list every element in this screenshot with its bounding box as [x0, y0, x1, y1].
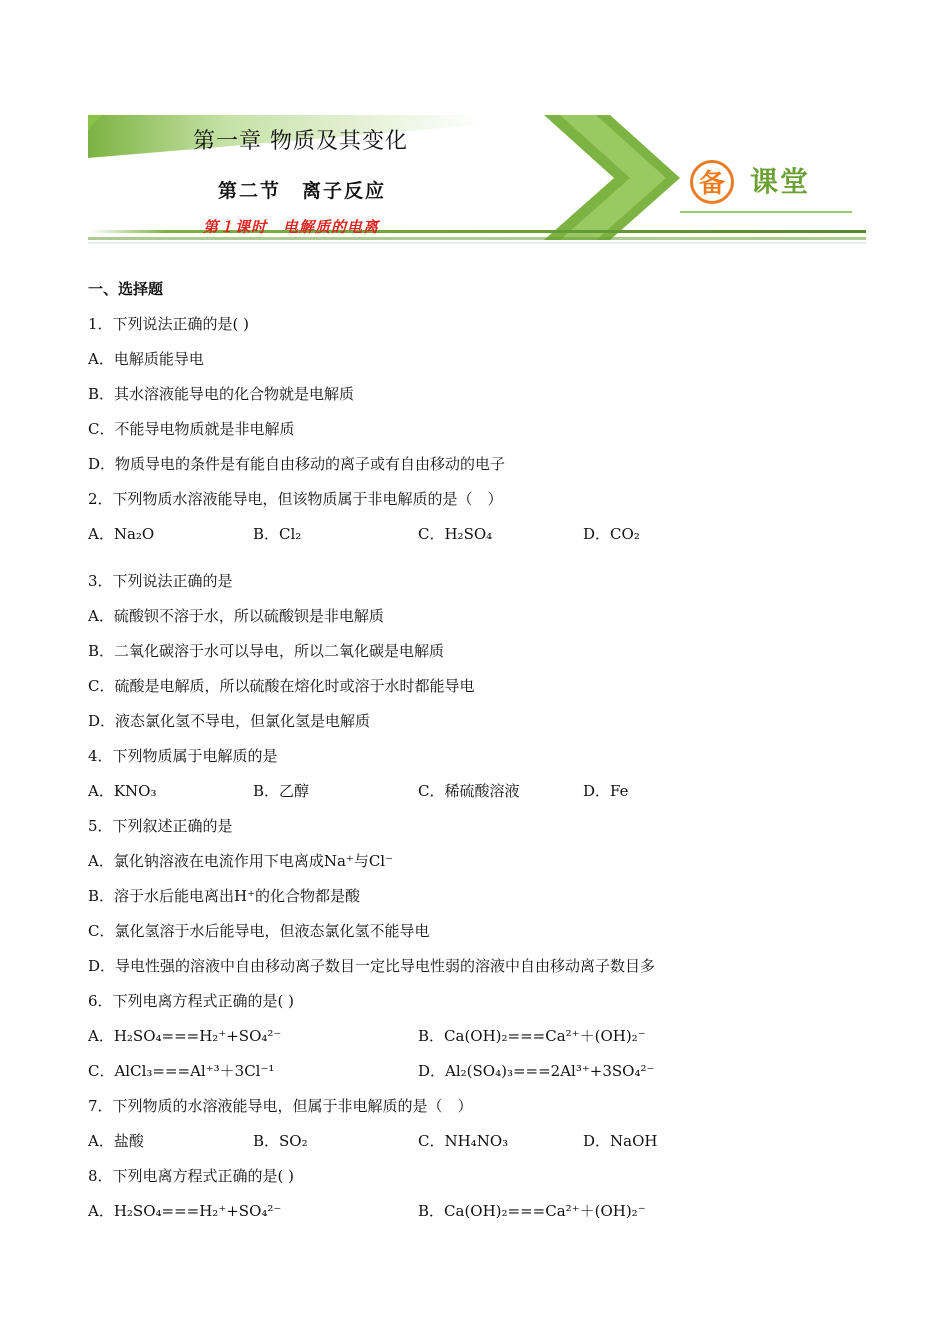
section-title: 第二节 离子反应: [218, 180, 387, 202]
option: A．氯化钠溶液在电流作用下电离成Na⁺与Cl⁻: [88, 852, 394, 870]
option: D．Fe: [583, 782, 629, 800]
option: D．CO₂: [583, 525, 640, 543]
option: D．物质导电的条件是有能自由移动的离子或有自由移动的电子: [88, 455, 506, 473]
question-stem: 2．下列物质水溶液能导电，但该物质属于非电解质的是（ ）: [88, 490, 503, 508]
option: A．电解质能导电: [88, 350, 204, 368]
options-row: [88, 1054, 878, 1089]
question-stem: 3．下列说法正确的是: [88, 572, 233, 590]
option: A．硫酸钡不溶于水，所以硫酸钡是非电解质: [88, 607, 384, 625]
option: C．硫酸是电解质，所以硫酸在熔化时或溶于水时都能导电: [88, 677, 475, 695]
options-row: [88, 774, 878, 809]
question-stem: 4．下列物质属于电解质的是: [88, 747, 278, 765]
option: D．导电性强的溶液中自由移动离子数目一定比导电性弱的溶液中自由移动离子数目多: [88, 957, 656, 975]
question-stem: 6．下列电离方程式正确的是( ): [88, 992, 295, 1010]
option: C．稀硫酸溶液: [418, 782, 520, 800]
option: A．H₂SO₄===H₂⁺+SO₄²⁻: [88, 1202, 282, 1220]
option: B．其水溶液能导电的化合物就是电解质: [88, 385, 355, 403]
options-row: [88, 1019, 878, 1054]
logo-text: 课堂: [750, 165, 811, 198]
option: A．盐酸: [88, 1132, 144, 1150]
page-header: [0, 0, 950, 260]
option: D．液态氯化氢不导电，但氯化氢是电解质: [88, 712, 371, 730]
option: D．Al₂(SO₄)₃===2Al³⁺+3SO₄²⁻: [418, 1062, 655, 1080]
option: B．Ca(OH)₂===Ca²⁺＋(OH)₂⁻: [418, 1202, 646, 1220]
question-section-heading: 一、选择题: [88, 280, 164, 298]
question-stem: 8．下列电离方程式正确的是( ): [88, 1167, 295, 1185]
question-list: [88, 272, 878, 1229]
question-stem: 1．下列说法正确的是( ): [88, 315, 250, 333]
options-row: [88, 1124, 878, 1159]
option: C．AlCl₃===Al⁺³＋3Cl⁻¹: [88, 1062, 275, 1080]
option: C．氯化氢溶于水后能导电，但液态氯化氢不能导电: [88, 922, 430, 940]
option: B．Ca(OH)₂===Ca²⁺＋(OH)₂⁻: [418, 1027, 646, 1045]
option: C．H₂SO₄: [418, 525, 493, 543]
options-row: [88, 1194, 878, 1229]
question-stem: 5．下列叙述正确的是: [88, 817, 233, 835]
question-stem: 7．下列物质的水溶液能导电，但属于非电解质的是（ ）: [88, 1097, 473, 1115]
options-row: [88, 517, 878, 552]
lesson-title: 第１课时 电解质的电离: [203, 218, 380, 236]
option: B．二氧化碳溶于水可以导电，所以二氧化碳是电解质: [88, 642, 445, 660]
option: B．溶于水后能电离出H⁺的化合物都是酸: [88, 887, 361, 905]
option: C．不能导电物质就是非电解质: [88, 420, 295, 438]
option: B．乙醇: [253, 782, 310, 800]
option: A．H₂SO₄===H₂⁺+SO₄²⁻: [88, 1027, 282, 1045]
header-banner-graphic: [0, 0, 950, 260]
logo-badge: 备: [690, 160, 734, 204]
option: A．Na₂O: [88, 525, 155, 543]
option: D．NaOH: [583, 1132, 658, 1150]
chapter-title: 第一章 物质及其变化: [193, 129, 408, 154]
option: A．KNO₃: [88, 782, 157, 800]
option: C．NH₄NO₃: [418, 1132, 509, 1150]
option: B．Cl₂: [253, 525, 302, 543]
option: B．SO₂: [253, 1132, 308, 1150]
